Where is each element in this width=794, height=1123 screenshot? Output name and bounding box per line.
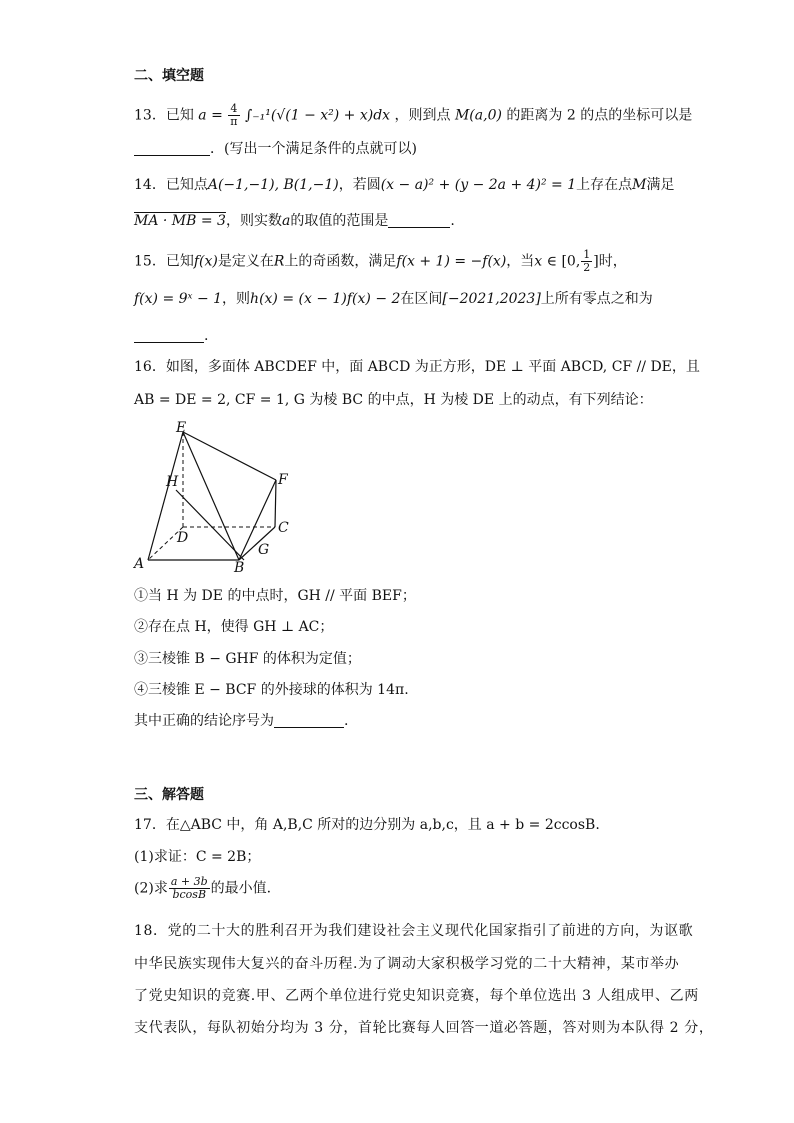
question-13-line-1: 13．已知 a = $\frac{4}{\pi}$ ∫₋₁¹(√(1 − x²) + x)dx ，则到点 M(a,0) 的距离为 2 的点的坐标可以是 <box>134 102 693 128</box>
label-D: D <box>177 530 189 546</box>
question-16-ask: 其中正确的结论序号为 . <box>134 713 349 729</box>
fraction-a3b-over-bcosB: $\frac{a + 3b}{bcosB}$ <box>170 875 208 901</box>
question-14-line-2: MA · MB = 3，则实数a的取值的范围是 . <box>134 213 455 229</box>
question-16-line-2: AB = DE = 2, CF = 1, G 为棱 BC 的中点，H 为棱 DE 上的动点，有下列结论： <box>134 392 653 408</box>
label-F: F <box>278 472 288 488</box>
question-17-part-1: (1)求证：C = 2B； <box>134 849 261 865</box>
question-17-part-2: (2)求 $\frac{a + 3b}{bcosB}$ 的最小值. <box>134 875 272 901</box>
question-15-line-3: . <box>134 326 208 346</box>
answer-blank[interactable] <box>274 713 344 728</box>
question-16-line-1: 16．如图，多面体 ABCDEF 中，面 ABCD 为正方形，DE ⊥ 平面 ABCD, CF // DE，且 <box>134 359 700 375</box>
fraction-one-half: $\frac{1}{2}$ <box>583 248 591 274</box>
conclusion-1: ①当 H 为 DE 的中点时，GH // 平面 BEF； <box>134 588 416 604</box>
question-15-line-2: f(x) = 9ˣ − 1，则h(x) = (x − 1)f(x) − 2在区间[−2021,2023]上所有零点之和为 <box>134 291 653 307</box>
label-H: H <box>166 474 179 490</box>
question-14-line-1: 14．已知点A(−1,−1), B(1,−1)，若圆(x − a)² + (y − 2a + 4)² = 1上存在点M满足 <box>134 177 675 193</box>
question-18-line-4: 支代表队，每队初始分均为 3 分，首轮比赛每人回答一道必答题，答对则为本队得 2 分， <box>134 1020 714 1036</box>
question-13-line-2: ．(写出一个满足条件的点就可以) <box>134 139 417 159</box>
polyhedron-figure <box>130 418 300 578</box>
question-18-line-2: 中华民族实现伟大复兴的奋斗历程.为了调动大家积极学习党的二十大精神，某市举办 <box>134 956 680 972</box>
question-18-line-1: 18．党的二十大的胜利召开为我们建设社会主义现代化国家指引了前进的方向，为讴歌 <box>134 923 694 939</box>
label-C: C <box>278 520 289 536</box>
fraction-4-over-pi: $\frac{4}{\pi}$ <box>230 102 238 128</box>
conclusion-4: ④三棱锥 E − BCF 的外接球的体积为 14π. <box>134 682 409 698</box>
answer-blank[interactable] <box>134 141 210 156</box>
answer-blank[interactable] <box>388 213 450 228</box>
label-A: A <box>134 556 145 572</box>
answer-blank[interactable] <box>134 328 204 343</box>
conclusion-2: ②存在点 H，使得 GH ⊥ AC； <box>134 619 334 635</box>
question-15-line-1: 15．已知f(x)是定义在R上的奇函数，满足f(x + 1) = −f(x)，当x ∈ [0, $\frac{1}{2}$ ]时， <box>134 248 627 274</box>
label-B: B <box>234 560 245 576</box>
conclusion-3: ③三棱锥 B − GHF 的体积为定值； <box>134 651 361 667</box>
section-heading-fill-in: 二、填空题 <box>134 68 204 84</box>
label-G: G <box>258 542 270 558</box>
label-E: E <box>176 420 187 436</box>
section-heading-solutions: 三、解答题 <box>134 787 204 803</box>
question-18-line-3: 了党史知识的竞赛.甲、乙两个单位进行党史知识竞赛，每个单位选出 3 人组成甲、乙两 <box>134 988 699 1004</box>
question-17-line-1: 17．在△ABC 中，角 A,B,C 所对的边分别为 a,b,c，且 a + b = 2ccosB. <box>134 817 600 833</box>
